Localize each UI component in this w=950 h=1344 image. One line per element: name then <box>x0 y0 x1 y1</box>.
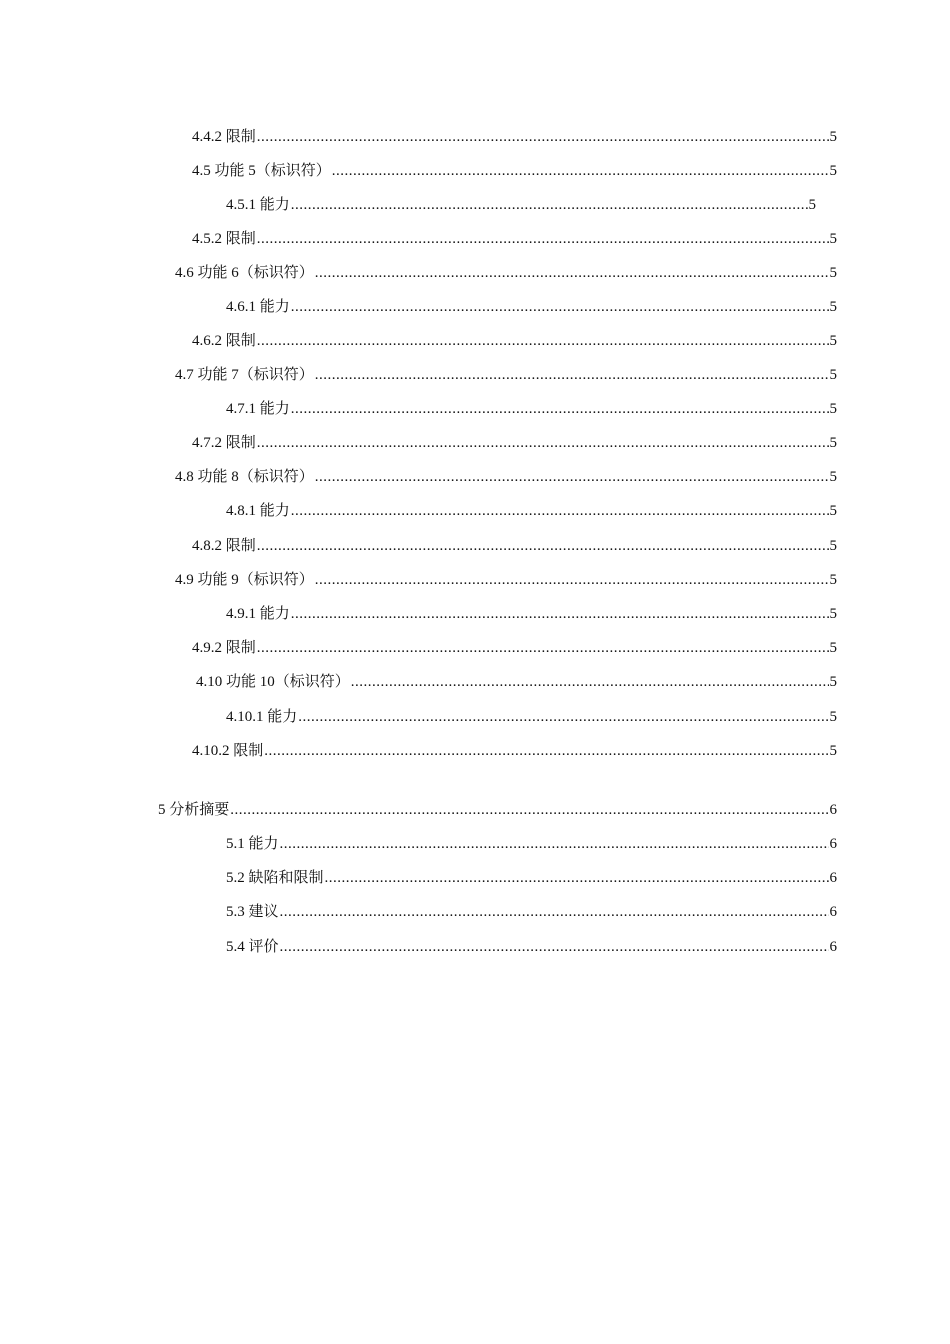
toc-entry-page: 5 <box>829 503 837 519</box>
toc-dot-leader <box>257 330 829 352</box>
toc-dot-leader <box>257 535 829 557</box>
toc-entry-label: 4.10.1 能力 <box>226 709 298 725</box>
toc-dot-leader <box>291 296 829 318</box>
toc-entry-page: 5 <box>829 572 837 588</box>
toc-entry[interactable] <box>226 867 837 889</box>
toc-entry-label: 4.5.1 能力 <box>226 197 290 213</box>
toc-entry-label: 4.6.2 限制 <box>192 333 256 349</box>
toc-entry-label: 5.2 缺陷和限制 <box>226 870 324 886</box>
toc-dot-leader <box>291 398 829 420</box>
toc-dot-leader <box>264 740 828 762</box>
toc-entry-page: 5 <box>829 538 837 554</box>
toc-entry[interactable] <box>192 330 837 352</box>
toc-dot-leader <box>315 466 829 488</box>
toc-dot-leader <box>257 637 829 659</box>
toc-entry-page: 5 <box>829 606 837 622</box>
toc-dot-leader <box>257 432 829 454</box>
toc-dot-leader <box>291 500 829 522</box>
toc-dot-leader <box>291 603 829 625</box>
toc-entry[interactable] <box>226 901 837 923</box>
toc-dot-leader <box>325 867 829 889</box>
toc-entry-label: 4.10.2 限制 <box>192 743 264 759</box>
toc-entry-page: 5 <box>829 469 837 485</box>
toc-entry[interactable] <box>158 799 837 821</box>
toc-entry-page: 5 <box>808 197 816 213</box>
toc-entry-label: 4.8.2 限制 <box>192 538 256 554</box>
toc-entry-label: 4.7.2 限制 <box>192 435 256 451</box>
toc-dot-leader <box>230 799 828 821</box>
toc-entry-label: 5.1 能力 <box>226 836 279 852</box>
toc-entry-page: 5 <box>829 709 837 725</box>
toc-entry-label: 4.5 功能 5（标识符） <box>192 163 331 179</box>
toc-entry-label: 4.7.1 能力 <box>226 401 290 417</box>
toc-entry-page: 5 <box>829 743 837 759</box>
toc-dot-leader <box>298 706 828 728</box>
toc-entry[interactable] <box>226 296 837 318</box>
toc-entry-page: 6 <box>829 870 837 886</box>
toc-dot-leader <box>280 936 829 958</box>
toc-entry[interactable] <box>196 671 837 693</box>
toc-entry[interactable] <box>226 194 816 216</box>
toc-entry-label: 4.4.2 限制 <box>192 129 256 145</box>
toc-entry[interactable] <box>226 706 837 728</box>
toc-entry-page: 5 <box>829 265 837 281</box>
toc-entry[interactable] <box>192 432 837 454</box>
toc-dot-leader <box>315 569 829 591</box>
toc-entry-label: 4.6.1 能力 <box>226 299 290 315</box>
toc-entry[interactable] <box>226 398 837 420</box>
toc-entry[interactable] <box>175 364 837 386</box>
toc-entry-page: 6 <box>829 802 837 818</box>
toc-entry-label: 5.3 建议 <box>226 904 279 920</box>
toc-entry-page: 5 <box>829 640 837 656</box>
toc-entry-page: 6 <box>829 904 837 920</box>
toc-entry[interactable] <box>226 500 837 522</box>
toc-dot-leader <box>257 126 829 148</box>
toc-entry-label: 4.6 功能 6（标识符） <box>175 265 314 281</box>
toc-entry[interactable] <box>175 569 837 591</box>
toc-entry-page: 6 <box>829 939 837 955</box>
toc-entry-page: 5 <box>829 674 837 690</box>
toc-entry-label: 4.8 功能 8（标识符） <box>175 469 314 485</box>
toc-entry-page: 5 <box>829 367 837 383</box>
toc-entry-page: 6 <box>829 836 837 852</box>
toc-dot-leader <box>280 901 829 923</box>
toc-entry[interactable] <box>192 535 837 557</box>
toc-dot-leader <box>315 262 829 284</box>
toc-entry-page: 5 <box>829 129 837 145</box>
toc-entry-page: 5 <box>829 435 837 451</box>
toc-dot-leader <box>280 833 829 855</box>
toc-entry-label: 4.9.2 限制 <box>192 640 256 656</box>
toc-entry[interactable] <box>226 603 837 625</box>
toc-entry[interactable] <box>175 262 837 284</box>
toc-dot-leader <box>332 160 829 182</box>
toc-dot-leader <box>257 228 829 250</box>
toc-entry[interactable] <box>175 466 837 488</box>
toc-entry-label: 4.9.1 能力 <box>226 606 290 622</box>
toc-entry-label: 4.8.1 能力 <box>226 503 290 519</box>
toc-entry-label: 4.7 功能 7（标识符） <box>175 367 314 383</box>
toc-entry[interactable] <box>192 740 837 762</box>
toc-entry-label: 4.10 功能 10（标识符） <box>196 674 350 690</box>
toc-entry[interactable] <box>192 637 837 659</box>
toc-entry-page: 5 <box>829 333 837 349</box>
toc-dot-leader <box>291 194 808 216</box>
toc-entry[interactable] <box>192 228 837 250</box>
toc-entry[interactable] <box>226 833 837 855</box>
toc-entry-label: 4.5.2 限制 <box>192 231 256 247</box>
toc-entry-label: 5.4 评价 <box>226 939 279 955</box>
toc-entry-page: 5 <box>829 163 837 179</box>
toc-entry[interactable] <box>192 160 837 182</box>
toc-entry-page: 5 <box>829 231 837 247</box>
toc-dot-leader <box>351 671 829 693</box>
toc-entry[interactable] <box>226 936 837 958</box>
toc-dot-leader <box>315 364 829 386</box>
toc-entry-label: 4.9 功能 9（标识符） <box>175 572 314 588</box>
toc-entry[interactable] <box>192 126 837 148</box>
toc-entry-page: 5 <box>829 299 837 315</box>
toc-entry-page: 5 <box>829 401 837 417</box>
toc-entry-label: 5 分析摘要 <box>158 802 230 818</box>
